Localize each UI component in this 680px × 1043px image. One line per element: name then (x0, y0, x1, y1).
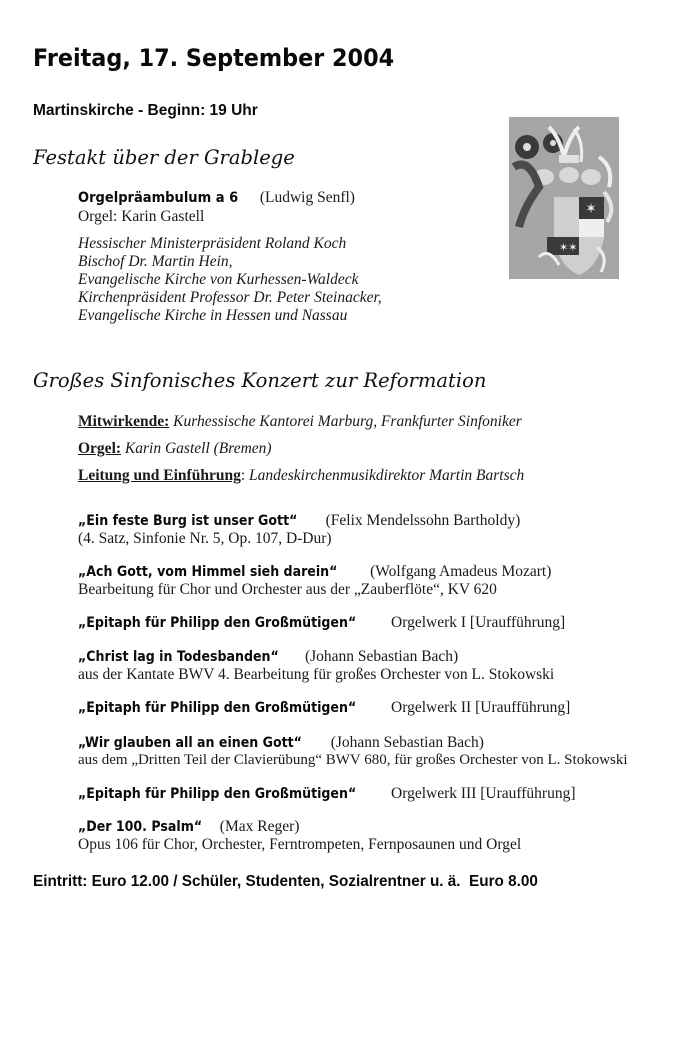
program-detail: (4. Satz, Sinfonie Nr. 5, Op. 107, D-Dur) (78, 530, 332, 547)
credit-label: Mitwirkende: (78, 413, 170, 430)
credit-line (78, 440, 272, 458)
program-item (78, 785, 576, 803)
program-item (78, 734, 484, 752)
program-detail: aus dem „Dritten Teil der Clavierübung“ BWV 680, für großes Orchester von L. Stokowski (78, 752, 628, 768)
admission-line: Eintritt: Euro 12.00 / Schüler, Studenten, Sozialrentner u. ä. Euro 8.00 (33, 873, 538, 890)
program-title: „Epitaph für Philipp den Großmütigen“ (78, 615, 357, 631)
credit-line (78, 467, 524, 485)
program-detail: Bearbeitung für Chor und Orchester aus der „Zauberflöte“, KV 620 (78, 581, 497, 598)
program-title: „Ach Gott, vom Himmel sieh darein“ (78, 564, 338, 580)
speaker-line: Bischof Dr. Martin Hein, (78, 253, 233, 270)
credit-label: Orgel: (78, 440, 122, 457)
program-info: (Max Reger) (215, 818, 300, 835)
venue-line: Martinskirche - Beginn: 19 Uhr (33, 102, 258, 119)
program-info: Orgelwerk I [Uraufführung] (387, 614, 566, 631)
program-item (78, 699, 570, 717)
program-item (78, 563, 551, 581)
program-title: „Epitaph für Philipp den Großmütigen“ (78, 786, 357, 802)
section-heading-konzert: Großes Sinfonisches Konzert zur Reformation (33, 369, 487, 392)
program-item (78, 648, 458, 666)
program-item (78, 512, 520, 530)
program-info: Orgelwerk II [Uraufführung] (387, 699, 571, 716)
program-item (78, 818, 299, 836)
festakt-piece (78, 189, 355, 207)
program-info: Orgelwerk III [Uraufführung] (387, 785, 576, 802)
coat-of-arms-icon (509, 117, 619, 279)
speaker-line: Evangelische Kirche in Hessen und Nassau (78, 307, 348, 324)
program-detail: Opus 106 für Chor, Orchester, Ferntrompeten, Fernposaunen und Orgel (78, 836, 522, 853)
credit-value: Landeskirchenmusikdirektor Martin Bartsch (249, 467, 525, 484)
program-info: (Wolfgang Amadeus Mozart) (366, 563, 552, 580)
credit-separator: : (240, 467, 250, 484)
program-title: „Wir glauben all an einen Gott“ (78, 735, 302, 751)
coat-of-arms-image (509, 117, 619, 279)
speaker-line: Evangelische Kirche von Kurhessen-Waldeck (78, 271, 359, 288)
piece-title: Orgelpräambulum a 6 (78, 190, 239, 206)
svg-text:✶: ✶ (585, 201, 597, 217)
credit-value: Karin Gastell (Bremen) (124, 440, 272, 457)
page-title: Freitag, 17. September 2004 (33, 44, 395, 72)
program-info: (Johann Sebastian Bach) (301, 648, 459, 665)
section-heading-festakt: Festakt über der Grablege (33, 146, 295, 169)
speaker-line: Kirchenpräsident Professor Dr. Peter Steinacker, (78, 289, 382, 306)
credit-value: Kurhessische Kantorei Marburg, Frankfurter Sinfoniker (173, 413, 522, 430)
festakt-organ: Orgel: Karin Gastell (78, 208, 205, 225)
program-info: (Felix Mendelssohn Bartholdy) (321, 512, 521, 529)
program-detail: aus der Kantate BWV 4. Bearbeitung für großes Orchester von L. Stokowski (78, 666, 555, 683)
program-title: „Epitaph für Philipp den Großmütigen“ (78, 700, 357, 716)
program-title: „Ein feste Burg ist unser Gott“ (78, 513, 298, 529)
svg-text:✶✶: ✶✶ (559, 241, 578, 254)
program-item (78, 614, 565, 632)
program-info: (Johann Sebastian Bach) (326, 734, 484, 751)
program-title: „Christ lag in Todesbanden“ (78, 649, 279, 665)
credit-line (78, 413, 522, 431)
program-title: „Der 100. Psalm“ (78, 819, 203, 835)
credit-label: Leitung und Einführung (78, 467, 241, 484)
piece-composer: (Ludwig Senfl) (259, 189, 355, 206)
speaker-line: Hessischer Ministerpräsident Roland Koch (78, 235, 347, 252)
